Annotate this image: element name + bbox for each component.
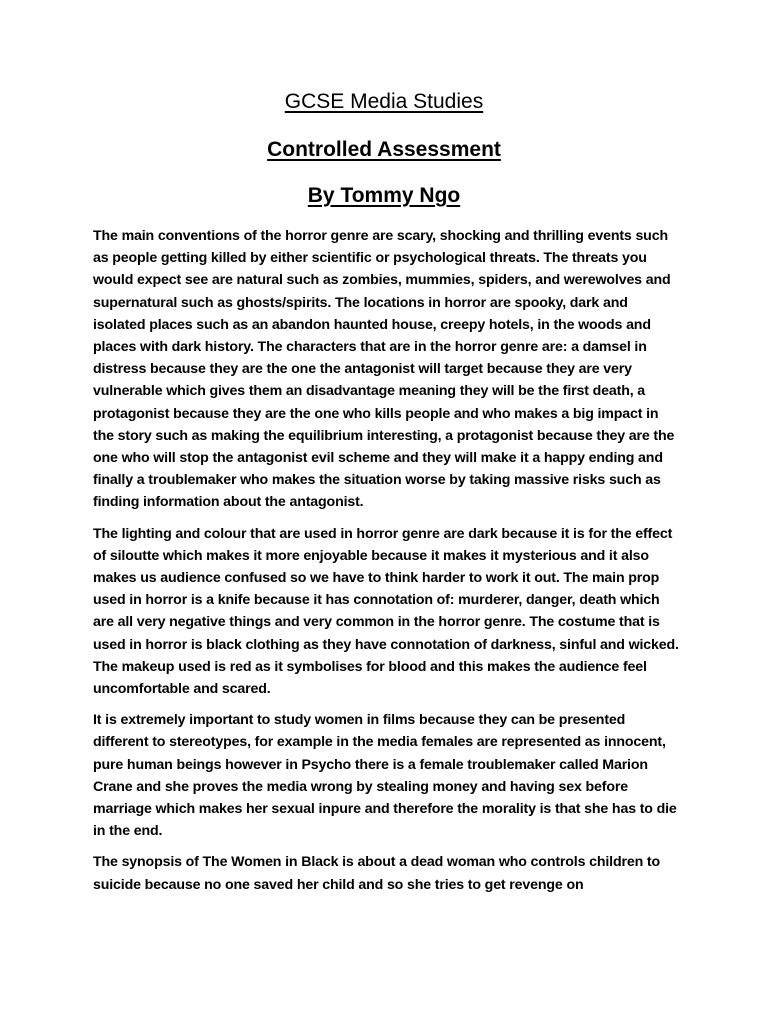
paragraph-synopsis: The synopsis of The Women in Black is about a dead woman who controls children to suicide because no one saved her child and so she tries to get revenge on bbox=[93, 854, 660, 893]
author-line: By Tommy Ngo bbox=[307, 184, 461, 207]
paragraph-conventions: The main conventions of the horror genre are scary, shocking and thrilling events such as people getting killed by either scientific or psychological threats. The threats you would expect see are natural such as zombies, mummies, spiders, and werewolves and supernatural such as ghosts/spirits. The locations in horror are spooky, dark and isolated places such as an abandon haunted house, creepy hotels, in the woods and places with dark history. The characters that are in the horror genre are: a damsel in distress because they are the one the antagonist will target because they are very vulnerable which gives them an disadvantage meaning they will be the first death, a protagonist because they are the one who kills people and who makes a big impact in the story such as making the equilibrium interesting, a protagonist because they are the one who will stop the antagonist evil scheme and they will make it a happy ending and finally a troublemaker who makes the situation worse by taking massive risks such as finding information about the antagonist. bbox=[93, 228, 675, 511]
paragraph-lighting: The lighting and colour that are used in horror genre are dark because it is for the effect of siloutte which makes it more enjoyable because it makes it mysterious and it also makes us audience confused so we have to think harder to work it out. The main prop used in horror is a knife because it has connotation of: murderer, danger, death which are all very negative things and very common in the horror genre. The costume that is used in horror is black clothing as they have connotation of darkness, sinful and wicked. The makeup used is red as it symbolises for blood and this makes the audience feel uncomfortable and scared. bbox=[93, 525, 679, 698]
document-body bbox=[93, 225, 683, 905]
paragraph-women-in-film: It is extremely important to study women in films because they can be presented different to stereotypes, for example in the media females are represented as innocent, pure human beings however in Psycho there is a female troublemaker called Marion Crane and she proves the media wrong by stealing money and having sex before marriage which makes her sexual inpure and therefore the morality is that she has to die in the end. bbox=[93, 712, 677, 840]
document-subtitle: Controlled Assessment bbox=[267, 138, 501, 161]
document-header bbox=[0, 88, 768, 210]
document-title: GCSE Media Studies bbox=[284, 90, 484, 113]
